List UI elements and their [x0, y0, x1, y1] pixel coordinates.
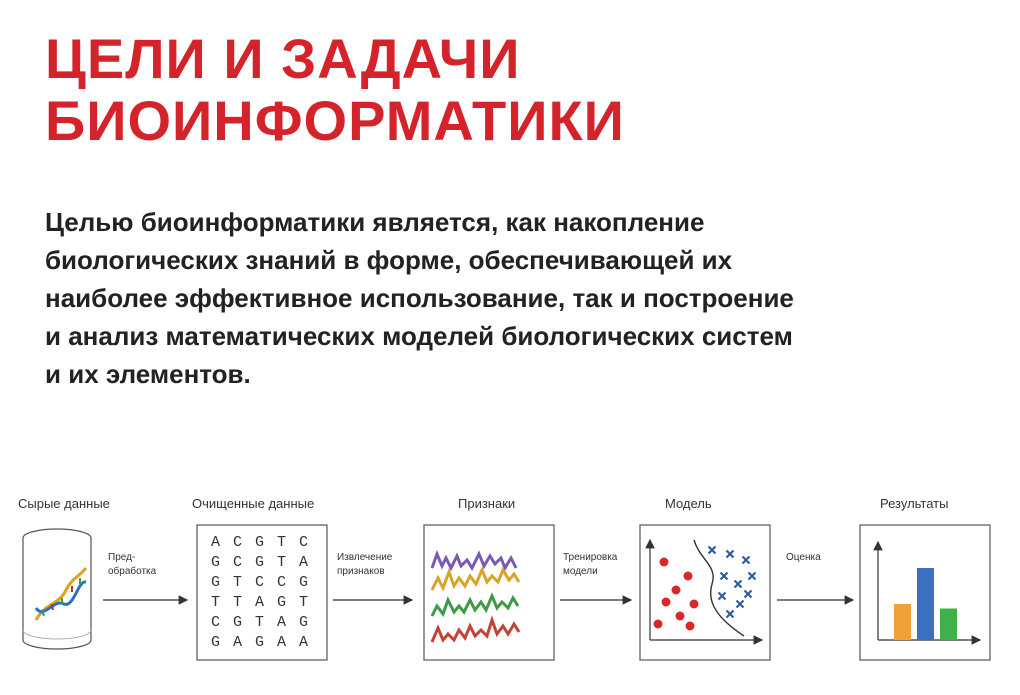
sequence-letter: T [211, 594, 221, 611]
stage-label-clean: Очищенные данные [192, 496, 315, 511]
arrow-label: Оценка [786, 552, 821, 563]
stage-label-features: Признаки [458, 496, 516, 511]
sequence-letter: C [233, 554, 243, 571]
page-title [45, 28, 625, 152]
sequence-letter: C [255, 574, 265, 591]
sequence-letter: G [277, 594, 287, 611]
title-line-1: ЦЕЛИ И ЗАДАЧИ [45, 27, 521, 90]
body-line: наиболее эффективное использование, так и построение [45, 283, 794, 313]
model-dot [654, 620, 663, 629]
sequence-letter: A [299, 554, 309, 571]
sequence-letter: A [299, 634, 309, 651]
sequence-letter: G [255, 534, 265, 551]
sequence-letter: A [277, 634, 287, 651]
sequence-letter: T [233, 574, 243, 591]
result-bar [917, 568, 934, 640]
arrow-label: Извлечение [337, 552, 393, 563]
sequence-letter: C [299, 534, 309, 551]
sequence-letter: T [277, 554, 287, 571]
sequence-letter: A [211, 534, 221, 551]
sequence-letter: G [255, 634, 265, 651]
result-bar [894, 604, 911, 640]
sequence-letter: C [277, 574, 287, 591]
model-dot [660, 558, 669, 567]
sequence-letter: T [277, 534, 287, 551]
sequence-letter: T [299, 594, 309, 611]
body-paragraph [45, 203, 985, 393]
sequence-letter: G [211, 574, 221, 591]
stage-label-results: Результаты [880, 496, 949, 511]
sequence-letter: C [233, 534, 243, 551]
sequence-letter: G [233, 614, 243, 631]
arrow-label: Пред- [108, 552, 136, 563]
stage-label-model: Модель [665, 496, 712, 511]
pipeline-diagram [0, 480, 1020, 690]
sequence-letter: A [277, 614, 287, 631]
arrow-label: Тренировка [563, 552, 618, 563]
arrow-label: признаков [337, 566, 385, 577]
model-dot [662, 598, 671, 607]
sequence-letter: T [255, 614, 265, 631]
sequence-letter: T [233, 594, 243, 611]
sequence-letter: A [255, 594, 265, 611]
database-cylinder-icon [23, 529, 91, 649]
model-dot [686, 622, 695, 631]
sequence-letter: G [299, 574, 309, 591]
sequence-letter: G [211, 554, 221, 571]
body-line: и их элементов. [45, 359, 251, 389]
model-dot [676, 612, 685, 621]
body-line: и анализ математических моделей биологических систем [45, 321, 793, 351]
body-line: Целью биоинформатики является, как накопление [45, 207, 705, 237]
arrow-label: модели [563, 566, 598, 577]
sequence-letter: C [211, 614, 221, 631]
model-dot [684, 572, 693, 581]
sequence-letter: G [299, 614, 309, 631]
result-bar [940, 609, 957, 641]
title-line-2: БИОИНФОРМАТИКИ [45, 89, 625, 152]
sequence-letter: G [255, 554, 265, 571]
model-dot [690, 600, 699, 609]
stage-label-raw: Сырые данные [18, 496, 110, 511]
model-dot [672, 586, 681, 595]
sequence-letter: A [233, 634, 243, 651]
sequence-letter: G [211, 634, 221, 651]
body-line: биологических знаний в форме, обеспечивающей их [45, 245, 733, 275]
arrow-label: обработка [108, 566, 157, 577]
